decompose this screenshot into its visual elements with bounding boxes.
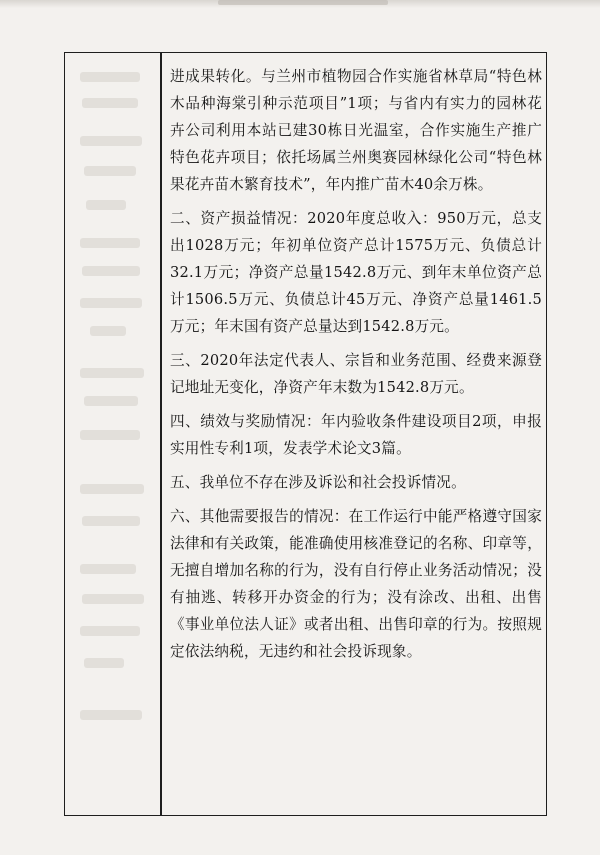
bleed-through-mark: [86, 200, 126, 210]
bleed-through-mark: [80, 298, 142, 308]
bleed-through-mark: [80, 626, 140, 636]
bleed-through-mark: [80, 238, 140, 248]
paragraph-litigation: 五、我单位不存在涉及诉讼和社会投诉情况。: [170, 474, 466, 491]
paragraph-continuation: 进成果转化。与兰州市植物园合作实施省林草局“特色林木品种海棠引种示范项目”1项；与省内有实力的园林花卉公司利用本站已建30栋日光温室，合作实施生产推广特色花卉项目；依托场属兰州奥赛园林绿化公司“特色林果花卉苗木繁育技术”，年内推广苗木40余万株。: [170, 68, 542, 193]
bleed-through-mark: [80, 136, 142, 146]
bleed-through-mark: [82, 266, 140, 276]
bleed-through-mark: [90, 326, 126, 336]
bleed-through-mark: [84, 658, 124, 668]
bleed-through-mark: [82, 594, 144, 604]
paragraph-asset-summary: 二、资产损益情况：2020年度总收入：950万元，总支出1028万元；年初单位资产总计1575万元、负债总计32.1万元；净资产总量1542.8万元、到年末单位资产总计1506.5万元、负债总计45万元、净资产总量1461.5万元；年末国有资产总量达到1542.8万元。: [170, 210, 542, 335]
paragraph-other-matters: 六、其他需要报告的情况：在工作运行中能严格遵守国家法律和有关政策，能准确使用核准登记的名称、印章等，无擅自增加名称的行为，没有自行停止业务活动情况；没有抽逃、转移开办资金的行为；没有涂改、出租、出售《事业单位法人证》或者出租、出售印章的行为。按照规定依法纳税，无违约和社会投诉现象。: [170, 508, 542, 660]
bleed-through-mark: [84, 396, 138, 406]
bleed-through-mark: [82, 98, 138, 108]
bleed-through-mark: [82, 516, 140, 526]
bleed-through-mark: [80, 368, 144, 378]
bleed-through-mark: [80, 72, 140, 82]
column-divider: [160, 52, 162, 816]
scan-mark: [218, 0, 388, 5]
left-label-column: [66, 54, 159, 814]
paragraph-performance-awards: 四、绩效与奖励情况：年内验收条件建设项目2项，申报实用性专利1项，发表学术论文3篇。: [170, 413, 542, 457]
bleed-through-mark: [80, 564, 136, 574]
bleed-through-mark: [80, 710, 142, 720]
bleed-through-mark: [80, 430, 140, 440]
bleed-through-mark: [84, 166, 136, 176]
bleed-through-mark: [80, 484, 144, 494]
report-content: [170, 63, 542, 672]
paragraph-registration-changes: 三、2020年法定代表人、宗旨和业务范围、经费来源登记地址无变化，净资产年末数为1542.8万元。: [170, 352, 542, 396]
